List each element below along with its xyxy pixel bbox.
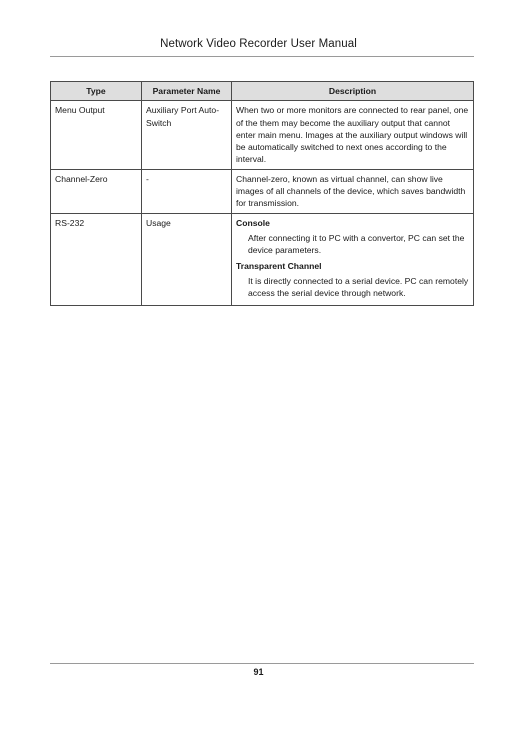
cell-parameter-name: - [142, 169, 232, 213]
column-header-parameter-name: Parameter Name [142, 82, 232, 101]
transparent-channel-subheading: Transparent Channel [236, 260, 322, 271]
console-subheading: Console [236, 217, 270, 228]
page-number: 91 [253, 667, 264, 677]
cell-description [232, 213, 474, 306]
table-row [51, 169, 474, 213]
table-header-row [51, 82, 474, 101]
cell-description: Channel-zero, known as virtual channel, can show live images of all channels of the device, which saves bandwidth for transmission. [232, 169, 474, 213]
column-header-description: Description [232, 82, 474, 101]
table-row [51, 213, 474, 306]
footer-divider [50, 663, 474, 664]
table-row [51, 101, 474, 169]
page-header-title: Network Video Recorder User Manual [160, 38, 357, 50]
console-description: After connecting it to PC with a convertor, PC can set the device parameters. [248, 232, 465, 256]
cell-parameter-name: Auxiliary Port Auto-Switch [142, 101, 232, 169]
cell-type: Channel-Zero [51, 169, 142, 213]
cell-parameter-name: Usage [142, 213, 232, 306]
parameter-table [50, 81, 474, 306]
header-divider [50, 56, 474, 57]
column-header-type: Type [51, 82, 142, 101]
cell-type: Menu Output [51, 101, 142, 169]
cell-type: RS-232 [51, 213, 142, 306]
transparent-channel-description: It is directly connected to a serial device. PC can remotely access the serial device through network. [248, 275, 469, 299]
cell-description: When two or more monitors are connected to rear panel, one of the them may become the auxiliary output that cannot enter main menu. Images at the auxiliary output windows will be automatically switched to next ones according to the interval. [232, 101, 474, 169]
